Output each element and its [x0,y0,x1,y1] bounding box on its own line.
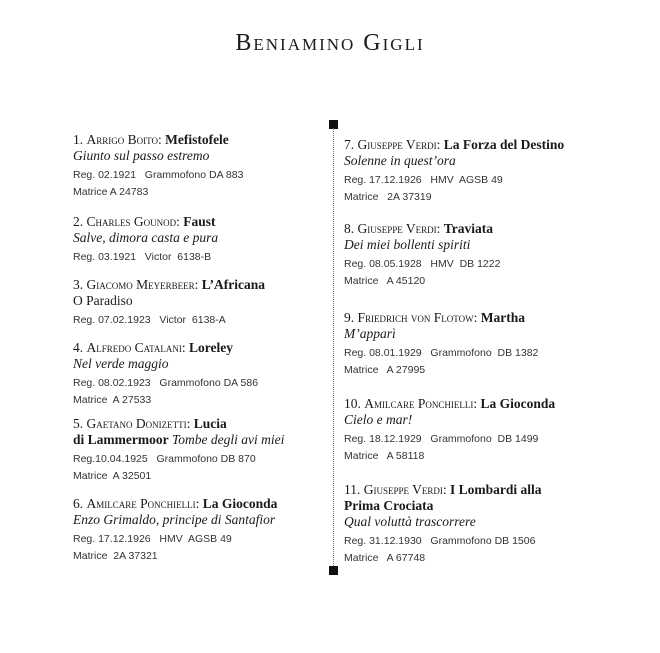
composer-name: Giuseppe Verdi: [363,482,447,497]
composer-name: Amilcare Ponchielli: [364,396,478,411]
matrix-number: Matrice 2A 37319 [344,191,432,203]
opera-title: Lucia [193,416,227,431]
track-number: 8. [344,221,355,236]
opera-title: La Forza del Destino [443,137,565,152]
track-entry-10 [344,396,555,463]
matrix-number: Matrice A 67748 [344,552,426,564]
matrix-number: Matrice A 58118 [344,450,425,462]
recording-info: Reg. 08.01.1929 Grammofono DB 1382 [344,347,539,359]
track-entry-8 [344,221,500,288]
composer-name: Giuseppe Verdi: [357,221,441,236]
aria-title: Dei miei bollenti spiriti [344,237,471,252]
track-number: 10. [344,396,361,411]
opera-title: I Lombardi alla [450,482,542,497]
composer-name: Giuseppe Verdi: [357,137,441,152]
composer-name: Gaetano Donizetti: [86,416,191,431]
track-entry-2 [73,214,218,264]
matrix-number: Matrice A 45120 [344,275,426,287]
recording-info: Reg. 08.02.1923 Grammofono DA 586 [73,377,259,389]
matrix-number: Matrice A 32501 [73,470,152,482]
aria-title: M’apparì [344,326,396,341]
recording-info: Reg. 02.1921 Grammofono DA 883 [73,169,244,181]
composer-name: Arrigo Boito: [86,132,162,147]
composer-name: Friedrich von Flotow: [357,310,478,325]
composer-name: Amilcare Ponchielli: [86,496,200,511]
recording-info: Reg. 03.1921 Victor 6138-B [73,251,212,263]
aria-title: Solenne in quest’ora [344,153,456,168]
matrix-number: Matrice 2A 37321 [73,550,158,562]
track-number: 9. [344,310,355,325]
recording-info: Reg. 17.12.1926 HMV AGSB 49 [344,174,503,186]
track-entry-6 [73,496,277,563]
aria-title: Tombe degli avi miei [171,432,285,447]
track-number: 7. [344,137,355,152]
recording-info: Reg. 17.12.1926 HMV AGSB 49 [73,533,232,545]
opera-title-continued: Prima Crociata [344,498,434,513]
track-number: 11. [344,482,361,497]
aria-title: O Paradiso [73,293,133,308]
bottom-square-marker [329,566,338,575]
matrix-number: Matrice A 24783 [73,186,149,198]
composer-name: Charles Gounod: [86,214,180,229]
composer-name: Giacomo Meyerbeer: [86,277,199,292]
opera-title: Faust [183,214,216,229]
track-entry-3 [73,277,265,327]
opera-title: L’Africana [201,277,266,292]
track-number: 2. [73,214,84,229]
page-title: Beniamino Gigli [235,30,425,56]
matrix-number: Matrice A 27533 [73,394,152,406]
opera-title: Traviata [443,221,494,236]
track-number: 1. [73,132,84,147]
opera-title: Loreley [189,340,234,355]
recording-info: Reg. 31.12.1930 Grammofono DB 1506 [344,535,536,547]
matrix-number: Matrice A 27995 [344,364,426,376]
opera-title: Mefistofele [165,132,229,147]
composer-name: Alfredo Catalani: [86,340,186,355]
opera-title: Martha [480,310,525,325]
recording-info: Reg. 08.05.1928 HMV DB 1222 [344,258,501,270]
column-divider [333,128,334,568]
track-entry-11 [344,482,542,565]
recording-info: Reg.10.04.1925 Grammofono DB 870 [73,453,256,465]
track-entry-9 [344,310,538,377]
aria-title: Nel verde maggio [73,356,169,371]
opera-title: La Gioconda [480,396,556,411]
track-entry-7 [344,137,564,204]
recording-info: Reg. 07.02.1923 Victor 6138-A [73,314,226,326]
track-number: 6. [73,496,84,511]
track-entry-4 [73,340,258,407]
opera-title: La Gioconda [202,496,278,511]
aria-title: Salve, dimora casta e pura [73,230,219,245]
aria-title: Cielo e mar! [344,412,413,427]
recording-info: Reg. 18.12.1929 Grammofono DB 1499 [344,433,539,445]
aria-title: Enzo Grimaldo, principe di Santafior [73,512,276,527]
track-entry-5 [73,416,284,483]
aria-title: Giunto sul passo estremo [73,148,210,163]
aria-title: Qual voluttà trascorrere [344,514,476,529]
opera-title-continued: di Lammermoor [73,432,169,447]
track-number: 3. [73,277,84,292]
track-entry-1 [73,132,243,199]
track-number: 5. [73,416,84,431]
track-number: 4. [73,340,84,355]
